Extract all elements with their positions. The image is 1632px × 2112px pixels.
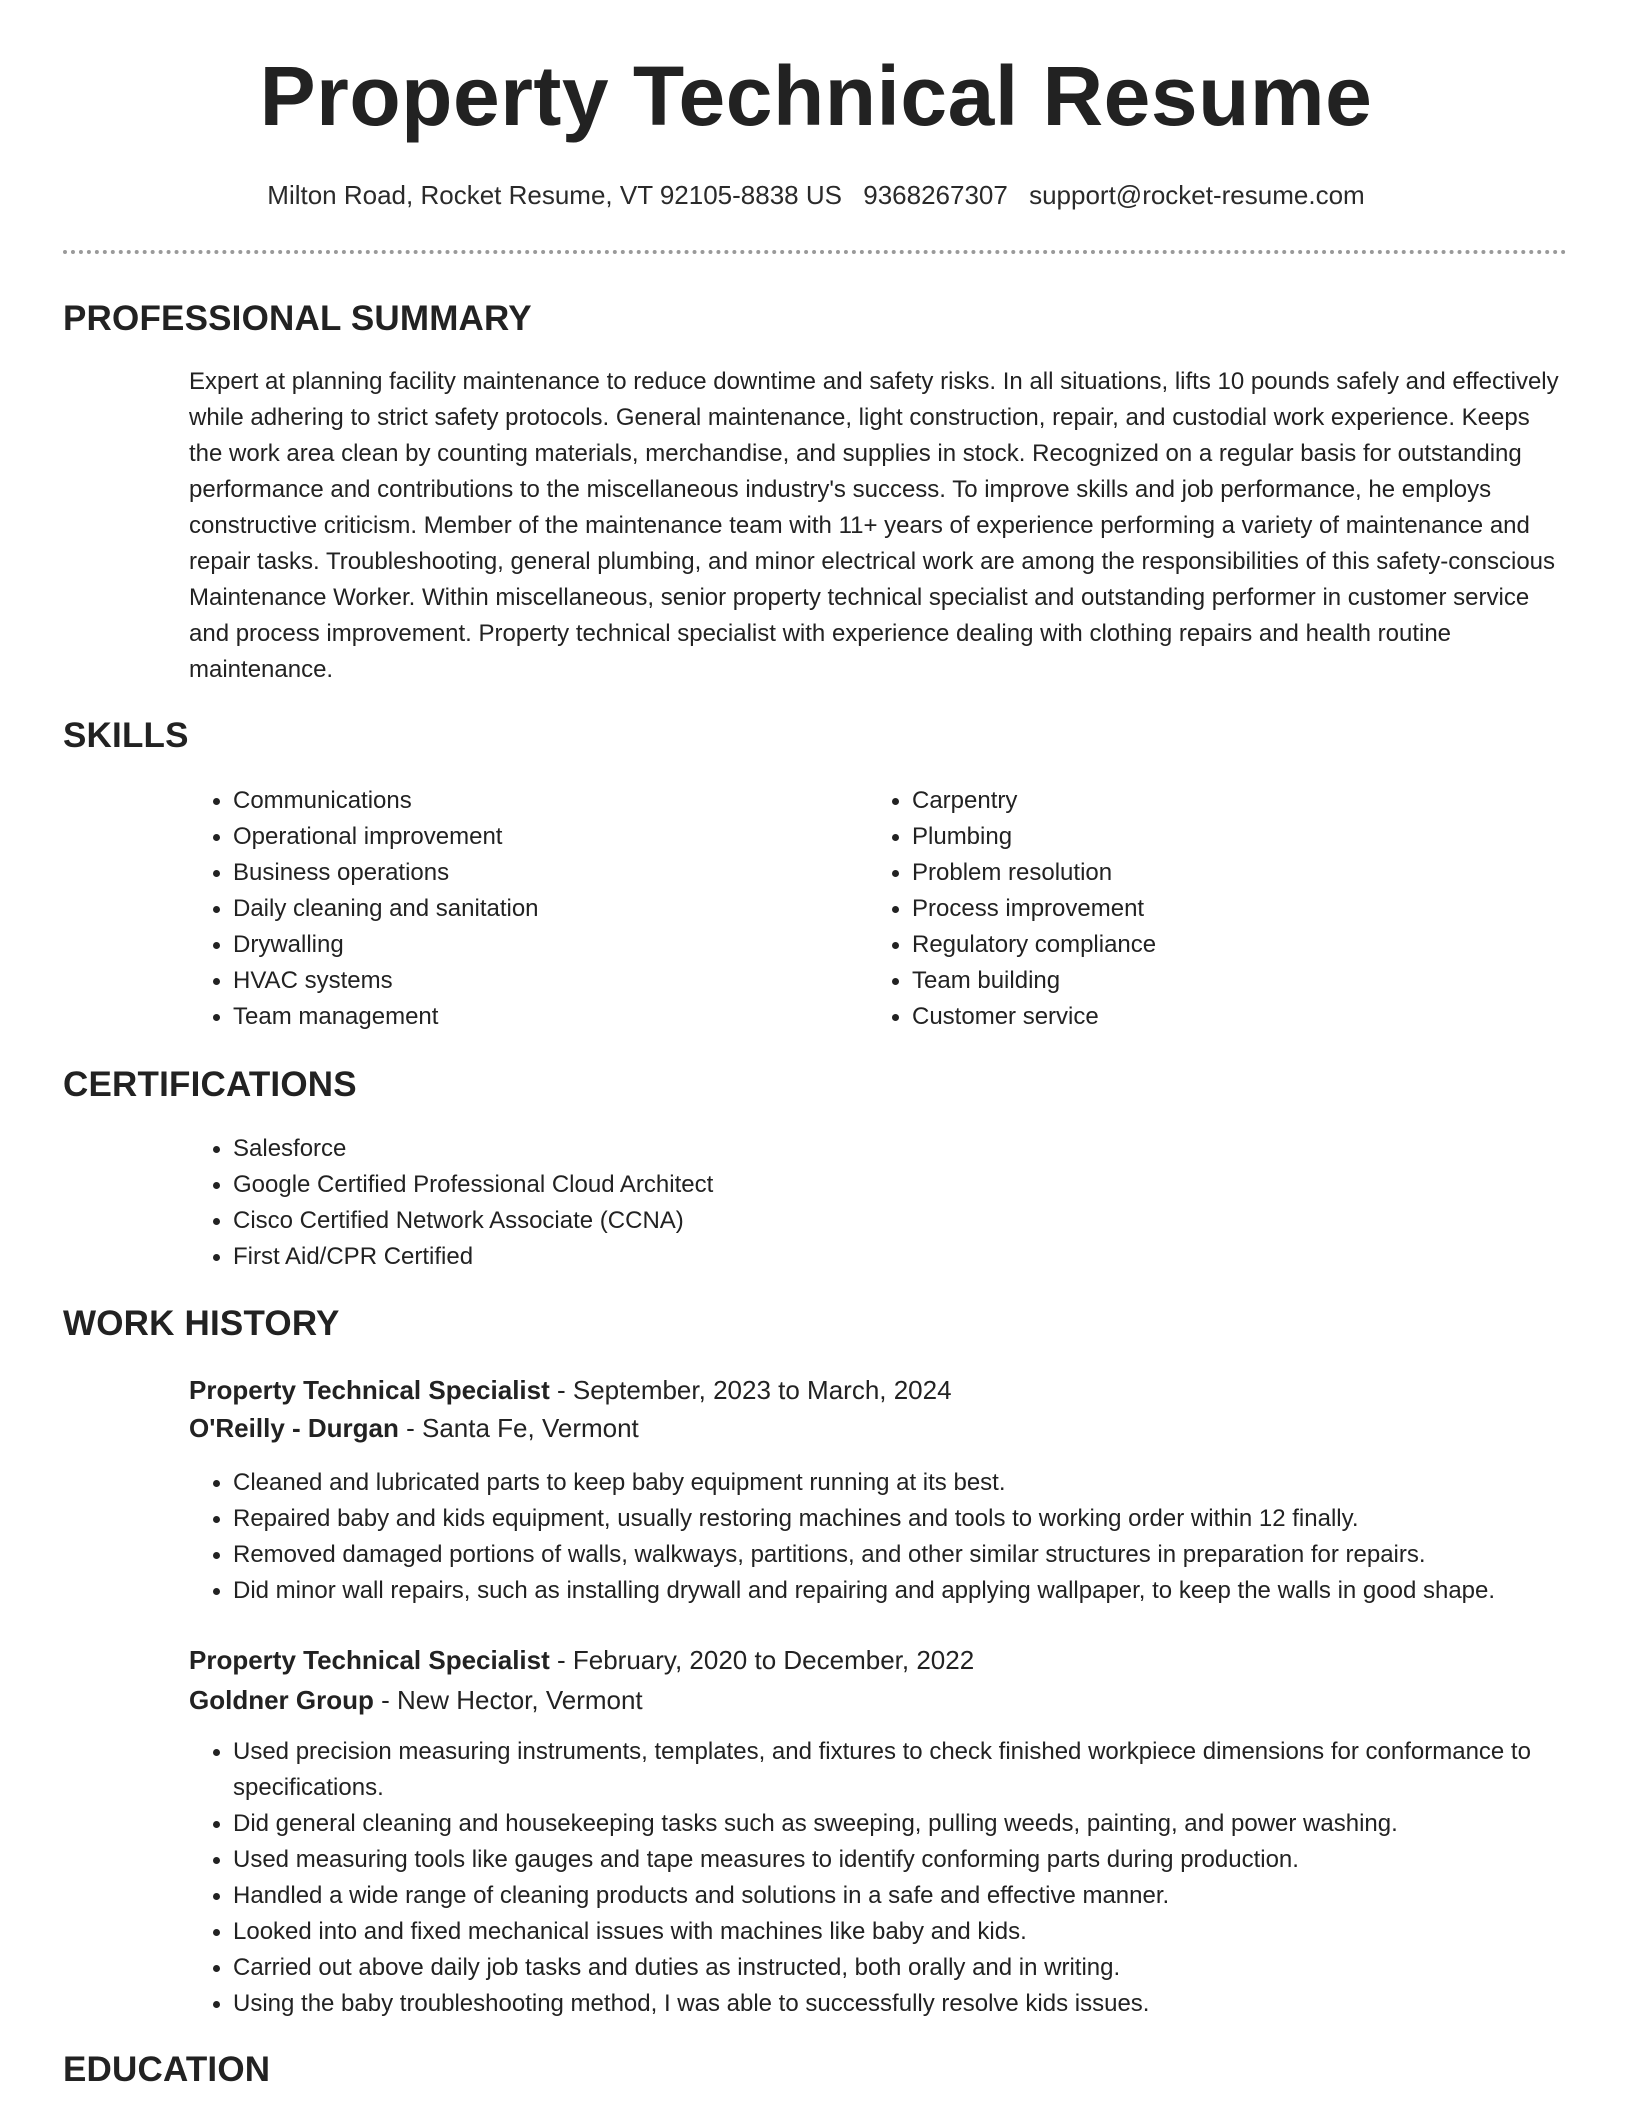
certifications-heading: CERTIFICATIONS (63, 1065, 357, 1104)
skill-item: • Team management (233, 999, 813, 1035)
certification-item: • Cisco Certified Network Associate (CCNA) (233, 1203, 1533, 1239)
job-bullet: • Did minor wall repairs, such as installing drywall and repairing and applying wallpaper, to keep the walls in good shape. (233, 1573, 1632, 1609)
skill-item: • Communications (233, 783, 813, 819)
skill-item: • HVAC systems (233, 963, 813, 999)
work-history-heading: WORK HISTORY (63, 1304, 340, 1343)
certifications-list (189, 1131, 1533, 1275)
certification-item: • First Aid/CPR Certified (233, 1239, 1533, 1275)
job-bullet: • Used precision measuring instruments, templates, and fixtures to check finished workpiece dimensions for conformance to specifications. (233, 1734, 1623, 1806)
contact-email: support@rocket-resume.com (1029, 180, 1365, 210)
skill-item: • Plumbing (912, 819, 1512, 855)
skill-item: • Carpentry (912, 783, 1512, 819)
job-bullet: • Did general cleaning and housekeeping tasks such as sweeping, pulling weeds, painting, and power washing. (233, 1806, 1623, 1842)
contact-phone: 9368267307 (863, 180, 1008, 210)
skills-list-left (189, 783, 813, 1035)
job-bullet: • Repaired baby and kids equipment, usually restoring machines and tools to working order within 12 finally. (233, 1501, 1632, 1537)
job-bullet: • Cleaned and lubricated parts to keep baby equipment running at its best. (233, 1465, 1632, 1501)
job-company: Goldner Group (189, 1685, 374, 1715)
job-location: - New Hector, Vermont (373, 1685, 643, 1715)
job-bullet: • Handled a wide range of cleaning products and solutions in a safe and effective manner. (233, 1878, 1623, 1914)
skill-item: • Daily cleaning and sanitation (233, 891, 813, 927)
job-bullets (189, 1465, 1632, 1609)
skill-item: • Drywalling (233, 927, 813, 963)
skill-item: • Problem resolution (912, 855, 1512, 891)
education-heading: EDUCATION (63, 2050, 271, 2089)
skill-item: • Business operations (233, 855, 813, 891)
job-company: O'Reilly - Durgan (189, 1413, 399, 1443)
skill-item: • Customer service (912, 999, 1512, 1035)
job-company-line (189, 1408, 639, 1448)
skill-item: • Regulatory compliance (912, 927, 1512, 963)
skill-item: • Operational improvement (233, 819, 813, 855)
job-bullet: • Used measuring tools like gauges and tape measures to identify conforming parts during production. (233, 1842, 1623, 1878)
job-title-line (189, 1370, 952, 1410)
certification-item: • Google Certified Professional Cloud Architect (233, 1167, 1533, 1203)
job-bullet: • Using the baby troubleshooting method, I was able to successfully resolve kids issues. (233, 1986, 1623, 2022)
job-title: Property Technical Specialist (189, 1645, 550, 1675)
job-title: Property Technical Specialist (189, 1375, 550, 1405)
job-company-line (189, 1680, 643, 1720)
skills-list-right (868, 783, 1512, 1035)
job-title-line (189, 1640, 974, 1680)
resume-title: Property Technical Resume (259, 49, 1373, 143)
skill-item: • Process improvement (912, 891, 1512, 927)
skills-heading: SKILLS (63, 716, 189, 755)
summary-text: Expert at planning facility maintenance to reduce downtime and safety risks. In all situations, lifts 10 pounds safely and effectively while adhering to strict safety protocols. General maintenance, light construction, repair, and custodial work experience. Keeps the work area clean by counting materials, merchandise, and supplies in stock. Recognized on a regular basis for outstanding performance and contributions to the miscellaneous industry's success. To improve skills and job performance, he employs constructive criticism. Member of the maintenance team with 11+ years of experience performing a variety of maintenance and repair tasks. Troubleshooting, general plumbing, and minor electrical work are among the responsibilities of this safety-conscious Maintenance Worker. Within miscellaneous, senior property technical specialist and outstanding performer in customer service and process improvement. Property technical specialist with experience dealing with clothing repairs and health routine maintenance. (189, 368, 1559, 683)
job-location: - Santa Fe, Vermont (398, 1413, 639, 1443)
certification-item: • Salesforce (233, 1131, 1533, 1167)
job-dates: - February, 2020 to December, 2022 (549, 1645, 975, 1675)
contact-address: Milton Road, Rocket Resume, VT 92105-8838 US (267, 180, 842, 210)
job-bullet: • Carried out above daily job tasks and duties as instructed, both orally and in writing. (233, 1950, 1623, 1986)
header-divider (63, 250, 1567, 254)
job-bullets (189, 1734, 1623, 2022)
summary-heading: PROFESSIONAL SUMMARY (63, 299, 532, 338)
job-dates: - September, 2023 to March, 2024 (549, 1375, 952, 1405)
contact-line (0, 180, 1632, 211)
job-bullet: • Looked into and fixed mechanical issues with machines like baby and kids. (233, 1914, 1623, 1950)
skill-item: • Team building (912, 963, 1512, 999)
job-bullet: • Removed damaged portions of walls, walkways, partitions, and other similar structures in preparation for repairs. (233, 1537, 1632, 1573)
